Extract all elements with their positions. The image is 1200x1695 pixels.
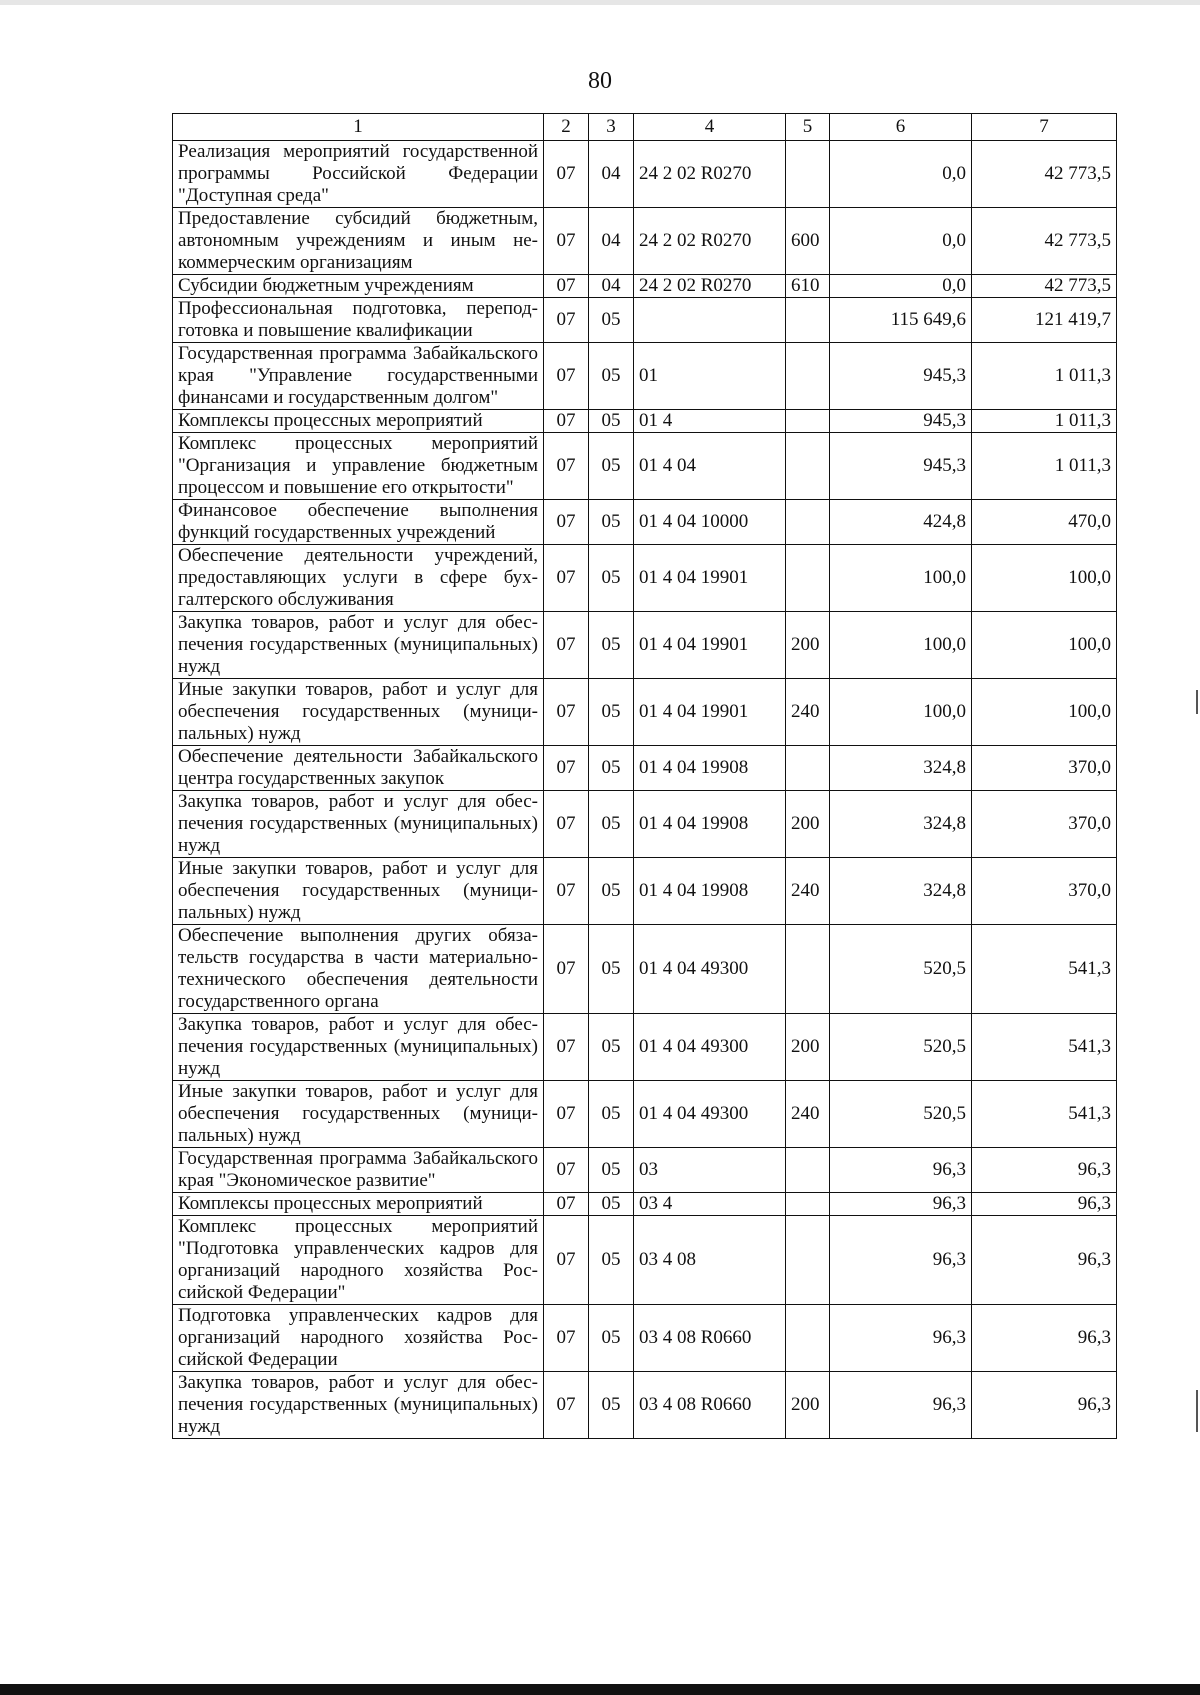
- table-row: [173, 746, 1117, 791]
- column-number: 3: [589, 114, 634, 141]
- row-name-cell: Комплекс процессных мероприятий "Организация и управление бюджетным процессом и повышение его открытости": [173, 433, 544, 500]
- target-article-cell: 01 4 04 49300: [634, 925, 786, 1014]
- table-row: [173, 208, 1117, 275]
- column-number: 4: [634, 114, 786, 141]
- amount-col6-cell: 0,0: [830, 275, 972, 298]
- table-row: [173, 1193, 1117, 1216]
- target-article-cell: 01 4 04 49300: [634, 1081, 786, 1148]
- target-article-cell: 03 4: [634, 1193, 786, 1216]
- column-number-row: [173, 114, 1117, 141]
- subsection-code-cell: 04: [589, 275, 634, 298]
- target-article-cell: 01 4 04 19908: [634, 791, 786, 858]
- amount-col7-cell: 541,3: [972, 1014, 1117, 1081]
- target-article-cell: 24 2 02 R0270: [634, 141, 786, 208]
- scan-bottom-bar: [0, 1684, 1200, 1695]
- section-code-cell: 07: [544, 343, 589, 410]
- amount-col6-cell: 115 649,6: [830, 298, 972, 343]
- amount-col7-cell: 96,3: [972, 1305, 1117, 1372]
- table-body: [173, 141, 1117, 1439]
- section-code-cell: 07: [544, 746, 589, 791]
- subsection-code-cell: 05: [589, 500, 634, 545]
- row-name-cell: Комплексы процессных мероприятий: [173, 1193, 544, 1216]
- target-article-cell: 03 4 08: [634, 1216, 786, 1305]
- table-row: [173, 1081, 1117, 1148]
- target-article-cell: 01 4 04 19901: [634, 679, 786, 746]
- section-code-cell: 07: [544, 141, 589, 208]
- expense-type-cell: [786, 746, 830, 791]
- amount-col7-cell: 370,0: [972, 746, 1117, 791]
- column-number: 5: [786, 114, 830, 141]
- row-name-cell: Государственная программа Забайкальского края "Экономическое развитие": [173, 1148, 544, 1193]
- row-name-cell: Иные закупки товаров, работ и услуг для обеспечения государственных (муниципальных) нужд: [173, 1081, 544, 1148]
- section-code-cell: 07: [544, 545, 589, 612]
- subsection-code-cell: 05: [589, 791, 634, 858]
- section-code-cell: 07: [544, 500, 589, 545]
- table-row: [173, 1014, 1117, 1081]
- target-article-cell: 01 4 04 19901: [634, 545, 786, 612]
- amount-col7-cell: 1 011,3: [972, 410, 1117, 433]
- target-article-cell: 24 2 02 R0270: [634, 208, 786, 275]
- table-row: [173, 141, 1117, 208]
- subsection-code-cell: 04: [589, 208, 634, 275]
- row-name-cell: Комплекс процессных мероприятий "Подготовка управленческих кадров для организаций народного хозяйства Российской Федерации": [173, 1216, 544, 1305]
- subsection-code-cell: 05: [589, 545, 634, 612]
- amount-col7-cell: 96,3: [972, 1372, 1117, 1439]
- subsection-code-cell: 05: [589, 343, 634, 410]
- row-name-cell: Закупка товаров, работ и услуг для обеспечения государственных (муниципальных) нужд: [173, 1372, 544, 1439]
- expense-type-cell: [786, 545, 830, 612]
- table-row: [173, 925, 1117, 1014]
- column-number: 1: [173, 114, 544, 141]
- expense-type-cell: 240: [786, 1081, 830, 1148]
- target-article-cell: 01 4 04: [634, 433, 786, 500]
- amount-col7-cell: 1 011,3: [972, 343, 1117, 410]
- table-row: [173, 500, 1117, 545]
- target-article-cell: 01: [634, 343, 786, 410]
- table-row: [173, 858, 1117, 925]
- table-row: [173, 545, 1117, 612]
- expense-type-cell: [786, 141, 830, 208]
- expense-type-cell: [786, 500, 830, 545]
- target-article-cell: 01 4 04 10000: [634, 500, 786, 545]
- expense-type-cell: [786, 1216, 830, 1305]
- amount-col7-cell: 541,3: [972, 925, 1117, 1014]
- target-article-cell: 01 4 04 19908: [634, 746, 786, 791]
- scan-top-edge: [0, 0, 1200, 5]
- subsection-code-cell: 05: [589, 1148, 634, 1193]
- amount-col6-cell: 520,5: [830, 1014, 972, 1081]
- amount-col7-cell: 96,3: [972, 1148, 1117, 1193]
- table-row: [173, 1372, 1117, 1439]
- amount-col6-cell: 100,0: [830, 679, 972, 746]
- subsection-code-cell: 05: [589, 1193, 634, 1216]
- expense-type-cell: 200: [786, 612, 830, 679]
- amount-col6-cell: 0,0: [830, 208, 972, 275]
- section-code-cell: 07: [544, 1014, 589, 1081]
- subsection-code-cell: 05: [589, 433, 634, 500]
- table-row: [173, 1216, 1117, 1305]
- amount-col7-cell: 121 419,7: [972, 298, 1117, 343]
- row-name-cell: Иные закупки товаров, работ и услуг для обеспечения государственных (муниципальных) нужд: [173, 858, 544, 925]
- section-code-cell: 07: [544, 298, 589, 343]
- section-code-cell: 07: [544, 612, 589, 679]
- section-code-cell: 07: [544, 1081, 589, 1148]
- table-row: [173, 679, 1117, 746]
- expense-type-cell: 200: [786, 1014, 830, 1081]
- row-name-cell: Предоставление субсидий бюджетным, автономным учреждениям и иным некоммерческим организациям: [173, 208, 544, 275]
- section-code-cell: 07: [544, 208, 589, 275]
- budget-table: [172, 113, 1117, 1439]
- subsection-code-cell: 05: [589, 612, 634, 679]
- expense-type-cell: [786, 343, 830, 410]
- amount-col7-cell: 1 011,3: [972, 433, 1117, 500]
- scan-margin-mark: [1196, 690, 1198, 714]
- subsection-code-cell: 05: [589, 1305, 634, 1372]
- row-name-cell: Подготовка управленческих кадров для организаций народного хозяйства Российской Федерации: [173, 1305, 544, 1372]
- row-name-cell: Обеспечение деятельности Забайкальского центра государственных закупок: [173, 746, 544, 791]
- amount-col6-cell: 520,5: [830, 925, 972, 1014]
- table-row: [173, 433, 1117, 500]
- subsection-code-cell: 05: [589, 1014, 634, 1081]
- target-article-cell: 01 4 04 49300: [634, 1014, 786, 1081]
- subsection-code-cell: 05: [589, 1216, 634, 1305]
- row-name-cell: Субсидии бюджетным учреждениям: [173, 275, 544, 298]
- expense-type-cell: [786, 410, 830, 433]
- subsection-code-cell: 05: [589, 1081, 634, 1148]
- row-name-cell: Реализация мероприятий государственной программы Российской Федерации "Доступная среда": [173, 141, 544, 208]
- target-article-cell: 24 2 02 R0270: [634, 275, 786, 298]
- section-code-cell: 07: [544, 1372, 589, 1439]
- table-row: [173, 343, 1117, 410]
- expense-type-cell: 610: [786, 275, 830, 298]
- table-row: [173, 275, 1117, 298]
- section-code-cell: 07: [544, 1305, 589, 1372]
- amount-col6-cell: 100,0: [830, 545, 972, 612]
- amount-col7-cell: 100,0: [972, 679, 1117, 746]
- amount-col6-cell: 96,3: [830, 1372, 972, 1439]
- amount-col7-cell: 470,0: [972, 500, 1117, 545]
- subsection-code-cell: 05: [589, 679, 634, 746]
- section-code-cell: 07: [544, 410, 589, 433]
- expense-type-cell: 240: [786, 858, 830, 925]
- amount-col6-cell: 96,3: [830, 1148, 972, 1193]
- amount-col6-cell: 100,0: [830, 612, 972, 679]
- expense-type-cell: [786, 925, 830, 1014]
- table-row: [173, 791, 1117, 858]
- expense-type-cell: 200: [786, 1372, 830, 1439]
- expense-type-cell: [786, 1148, 830, 1193]
- target-article-cell: 01 4 04 19901: [634, 612, 786, 679]
- row-name-cell: Закупка товаров, работ и услуг для обеспечения государственных (муниципальных) нужд: [173, 612, 544, 679]
- amount-col7-cell: 100,0: [972, 545, 1117, 612]
- amount-col6-cell: 324,8: [830, 791, 972, 858]
- amount-col6-cell: 324,8: [830, 858, 972, 925]
- target-article-cell: 01 4: [634, 410, 786, 433]
- amount-col7-cell: 96,3: [972, 1193, 1117, 1216]
- subsection-code-cell: 04: [589, 141, 634, 208]
- expense-type-cell: [786, 298, 830, 343]
- section-code-cell: 07: [544, 275, 589, 298]
- amount-col7-cell: 370,0: [972, 858, 1117, 925]
- row-name-cell: Финансовое обеспечение выполнения функций государственных учреждений: [173, 500, 544, 545]
- subsection-code-cell: 05: [589, 746, 634, 791]
- amount-col7-cell: 42 773,5: [972, 141, 1117, 208]
- scan-margin-mark: [1196, 1390, 1198, 1432]
- section-code-cell: 07: [544, 1148, 589, 1193]
- table-row: [173, 410, 1117, 433]
- row-name-cell: Обеспечение выполнения других обязательств государства в части материально-технического обеспечения деятельности государственного органа: [173, 925, 544, 1014]
- target-article-cell: 03 4 08 R0660: [634, 1372, 786, 1439]
- expense-type-cell: 200: [786, 791, 830, 858]
- amount-col6-cell: 945,3: [830, 433, 972, 500]
- table-row: [173, 612, 1117, 679]
- section-code-cell: 07: [544, 791, 589, 858]
- subsection-code-cell: 05: [589, 298, 634, 343]
- expense-type-cell: 240: [786, 679, 830, 746]
- amount-col6-cell: 0,0: [830, 141, 972, 208]
- target-article-cell: 01 4 04 19908: [634, 858, 786, 925]
- row-name-cell: Закупка товаров, работ и услуг для обеспечения государственных (муниципальных) нужд: [173, 1014, 544, 1081]
- subsection-code-cell: 05: [589, 1372, 634, 1439]
- amount-col7-cell: 96,3: [972, 1216, 1117, 1305]
- row-name-cell: Государственная программа Забайкальского края "Управление государственными финансами и государственным долгом": [173, 343, 544, 410]
- subsection-code-cell: 05: [589, 858, 634, 925]
- column-number: 2: [544, 114, 589, 141]
- row-name-cell: Профессиональная подготовка, переподготовка и повышение квалификации: [173, 298, 544, 343]
- section-code-cell: 07: [544, 433, 589, 500]
- amount-col6-cell: 96,3: [830, 1193, 972, 1216]
- table-row: [173, 298, 1117, 343]
- target-article-cell: 03 4 08 R0660: [634, 1305, 786, 1372]
- amount-col7-cell: 42 773,5: [972, 275, 1117, 298]
- subsection-code-cell: 05: [589, 925, 634, 1014]
- column-number: 7: [972, 114, 1117, 141]
- table-row: [173, 1148, 1117, 1193]
- page-number: 80: [588, 68, 612, 94]
- section-code-cell: 07: [544, 925, 589, 1014]
- expense-type-cell: [786, 1193, 830, 1216]
- row-name-cell: Закупка товаров, работ и услуг для обеспечения государственных (муниципальных) нужд: [173, 791, 544, 858]
- amount-col7-cell: 42 773,5: [972, 208, 1117, 275]
- section-code-cell: 07: [544, 1216, 589, 1305]
- target-article-cell: 03: [634, 1148, 786, 1193]
- amount-col6-cell: 424,8: [830, 500, 972, 545]
- amount-col6-cell: 96,3: [830, 1305, 972, 1372]
- row-name-cell: Иные закупки товаров, работ и услуг для обеспечения государственных (муниципальных) нужд: [173, 679, 544, 746]
- amount-col6-cell: 945,3: [830, 343, 972, 410]
- amount-col6-cell: 945,3: [830, 410, 972, 433]
- amount-col7-cell: 370,0: [972, 791, 1117, 858]
- row-name-cell: Обеспечение деятельности учреждений, предоставляющих услуги в сфере бухгалтерского обслуживания: [173, 545, 544, 612]
- column-number: 6: [830, 114, 972, 141]
- section-code-cell: 07: [544, 1193, 589, 1216]
- expense-type-cell: 600: [786, 208, 830, 275]
- expense-type-cell: [786, 1305, 830, 1372]
- subsection-code-cell: 05: [589, 410, 634, 433]
- section-code-cell: 07: [544, 858, 589, 925]
- target-article-cell: [634, 298, 786, 343]
- amount-col6-cell: 96,3: [830, 1216, 972, 1305]
- amount-col7-cell: 541,3: [972, 1081, 1117, 1148]
- row-name-cell: Комплексы процессных мероприятий: [173, 410, 544, 433]
- amount-col6-cell: 324,8: [830, 746, 972, 791]
- table-row: [173, 1305, 1117, 1372]
- amount-col6-cell: 520,5: [830, 1081, 972, 1148]
- section-code-cell: 07: [544, 679, 589, 746]
- expense-type-cell: [786, 433, 830, 500]
- amount-col7-cell: 100,0: [972, 612, 1117, 679]
